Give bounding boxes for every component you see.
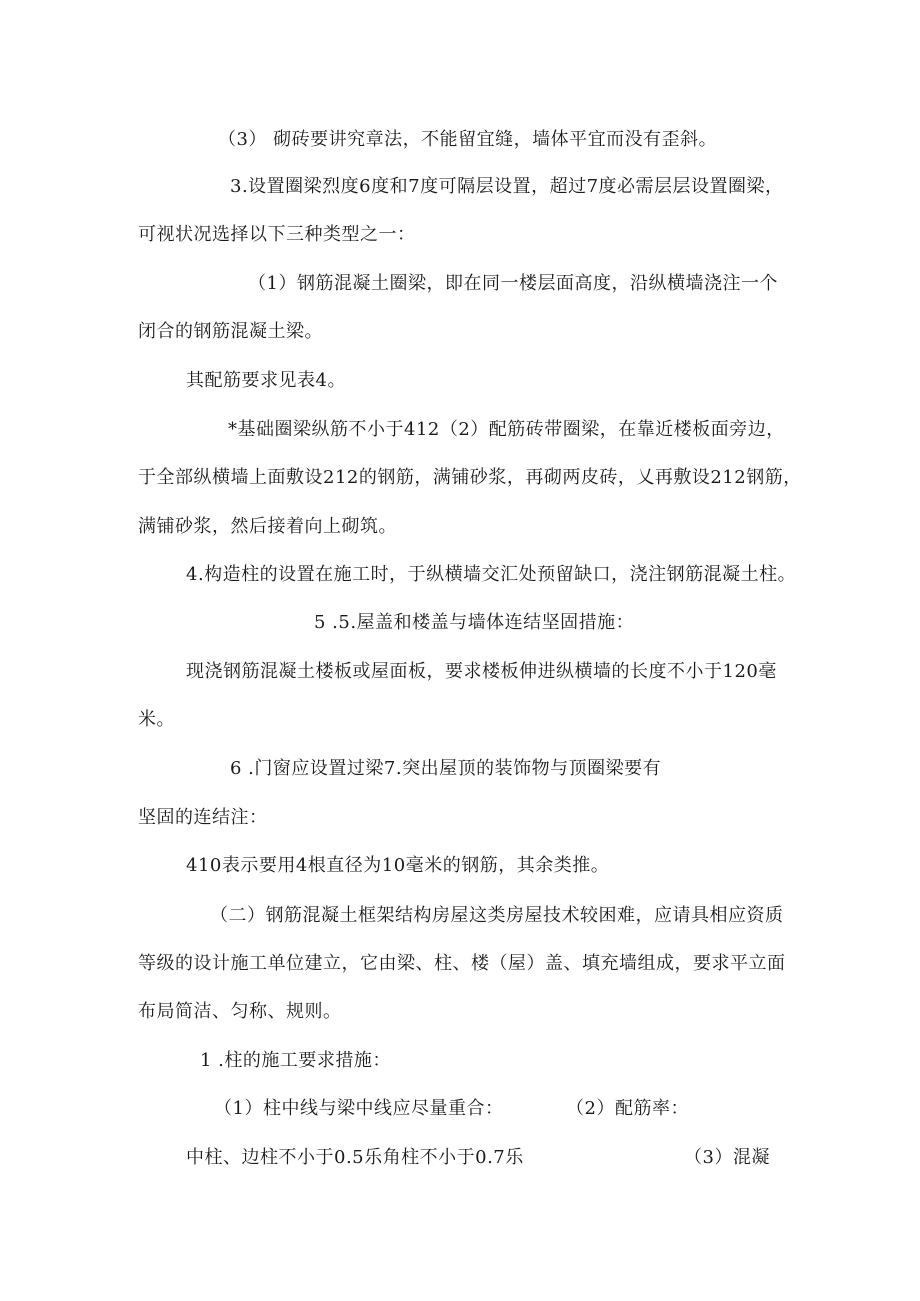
text-line-1: （3） 砌砖要讲究章法，不能留宜缝，墙体平宜而没有歪斜。 [218, 129, 718, 150]
text-line-3: 可视状况选择以下三种类型之一： [138, 224, 416, 245]
text-line-22b: （3）混凝 [684, 1147, 770, 1168]
text-line-14: 6 .门窗应设置过梁7.突出屋顶的装饰物与顶圈梁要有 [230, 758, 662, 779]
text-line-12: 现浇钢筋混凝土楼板或屋面板，要求楼板伸进纵横墙的长度不小于120毫 [186, 661, 777, 682]
text-line-17: （二）钢筋混凝土框架结构房屋这类房屋技术较困难，应请具相应资质 [210, 905, 784, 926]
text-line-22a: 中柱、边柱不小于0.5乐角柱不小于0.7乐 [186, 1147, 524, 1168]
text-line-8: 于全部纵横墙上面敷设212的钢筋，满铺砂浆，再砌两皮砖，乂再敷设212钢筋， [138, 467, 802, 488]
text-line-11: 5 .5.屋盖和楼盖与墙体连结坚固措施： [314, 612, 635, 633]
text-line-9: 满铺砂浆，然后接着向上砌筑。 [138, 516, 397, 537]
text-line-7: *基础圈梁纵筋不小于412（2）配筋砖带圈梁，在靠近楼板面旁边， [228, 419, 785, 440]
text-line-16: 410表示要用4根直径为10毫米的钢筋，其余类推。 [186, 855, 610, 876]
text-line-19: 布局简洁、匀称、规则。 [138, 1001, 342, 1022]
text-line-21a: （1）柱中线与梁中线应尽量重合： [214, 1098, 504, 1119]
text-line-15: 坚固的连结注： [138, 807, 268, 828]
text-line-10: 4.构造柱的设置在施工时，于纵横墙交汇处预留缺口，浇注钢筋混凝土柱。 [186, 564, 797, 585]
text-line-20: 1 .柱的施工要求措施： [200, 1050, 391, 1071]
text-line-4: （1）钢筋混凝土圈梁，即在同一楼层面高度，沿纵横墙浇注一个 [248, 273, 778, 294]
text-line-13: 米。 [138, 709, 175, 730]
text-line-5: 闭合的钢筋混凝土梁。 [138, 321, 323, 342]
text-line-2: 3.设置圈梁烈度6度和7度可隔层设置，超过7度必需层层设置圈梁， [230, 176, 784, 197]
text-line-6: 其配筋要求见表4。 [186, 370, 346, 391]
text-line-18: 等级的设计施工单位建立，它由梁、柱、楼（屋）盖、填充墙组成，要求平立面 [138, 953, 786, 974]
text-line-21b: （2）配筋率： [566, 1098, 689, 1119]
